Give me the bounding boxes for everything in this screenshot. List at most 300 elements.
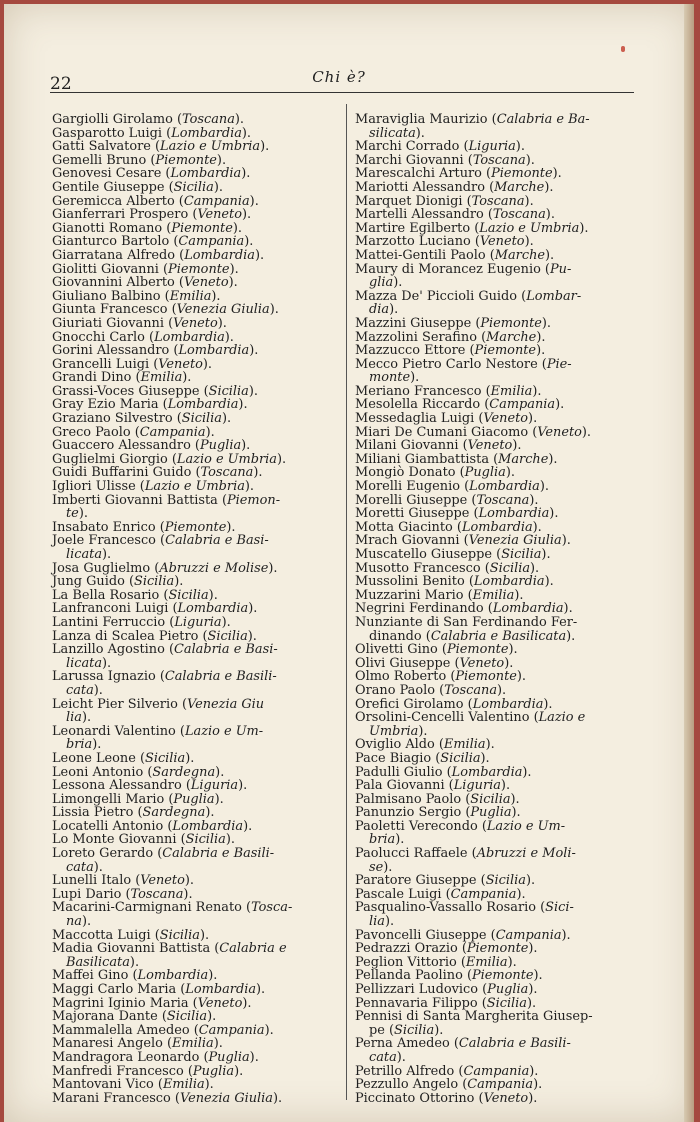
directory-entry: Padulli Giulio (Lombardia).	[355, 764, 532, 780]
entry-region: Lombardia	[478, 506, 550, 522]
entry-name: Pellizzari Ludovico	[355, 982, 479, 997]
directory-entry: Mazzucco Ettore (Piemonte).	[355, 343, 546, 359]
directory-entry: Mussolini Benito (Lombardia).	[355, 574, 554, 590]
entry-region-continued: licata	[66, 655, 103, 671]
directory-entry: Mazzolini Serafino (Marche).	[355, 329, 546, 345]
entry-name: Giarratana Alfredo	[52, 247, 176, 263]
entry-name: Perna Amedeo	[355, 1036, 450, 1052]
entry-region: Toscana	[492, 207, 546, 223]
entry-region: Sicilia	[181, 411, 222, 427]
entry-name: Gianturco Bartolo	[52, 234, 170, 250]
entry-region: Veneto	[483, 411, 529, 427]
entry-region: Emilia	[162, 1077, 205, 1093]
directory-entry: Marani Francesco (Venezia Giulia).	[52, 1090, 283, 1106]
entry-name: Padulli Giulio	[355, 764, 443, 780]
page-spine-edge	[684, 4, 694, 1122]
directory-entry: Milani Giovanni (Veneto).	[355, 438, 522, 454]
entry-region: Toscana	[472, 152, 526, 168]
entry-name: Lantini Ferruccio	[52, 614, 166, 630]
directory-entry: Mazzini Giuseppe (Piemonte).	[355, 315, 552, 331]
entry-region: Abruzzi e Moli-	[476, 846, 576, 862]
entry-region: Sicilia	[501, 547, 542, 562]
directory-entry: Muscatello Giuseppe (Sicilia).	[355, 547, 551, 562]
entry-region: Tosca-	[251, 900, 293, 916]
directory-entry: Miliani Giambattista (Marche).	[355, 451, 558, 467]
directory-entry: Mandragora Leonardo (Puglia).	[52, 1049, 259, 1065]
entry-continuation: bria).	[66, 737, 102, 753]
entry-name: Majorana Dante	[52, 1009, 158, 1025]
entry-region: Sicilia	[440, 750, 481, 766]
directory-entry: Lantini Ferruccio (Liguria).	[52, 614, 231, 630]
entry-region: Lombardia	[451, 764, 523, 780]
entry-name: Leoni Antonio	[52, 764, 144, 780]
entry-name: Pezzullo Angelo	[355, 1077, 459, 1093]
entry-name: Peglion Vittorio	[355, 954, 457, 970]
entry-region: Toscana	[444, 682, 498, 698]
directory-entry: Pasqualino-Vassallo Rosario (Sici- lia).	[355, 901, 643, 928]
entry-name: Musotto Francesco	[355, 560, 481, 576]
directory-entry: Paolucci Raffaele (Abruzzi e Moli- se).	[355, 847, 643, 874]
entry-region: Emilia	[169, 288, 212, 304]
entry-name: Marescalchi Arturo	[355, 166, 482, 182]
entry-continuation: monte).	[369, 370, 420, 386]
entry-name: Mazzini Giuseppe	[355, 315, 472, 331]
directory-entry: Gemelli Bruno (Piemonte).	[52, 152, 227, 168]
directory-entry: Guidi Buffarini Guido (Toscana).	[52, 465, 263, 481]
entry-region: Campania	[139, 424, 206, 440]
entry-name: Guglielmi Giorgio	[52, 451, 168, 467]
directory-entry: Muzzarini Mario (Emilia).	[355, 587, 524, 603]
directory-entry: Lessona Alessandro (Liguria).	[52, 778, 248, 794]
directory-entry: Lanzillo Agostino (Calabria e Basi- licata).	[52, 643, 340, 670]
directory-entry: Josa Guglielmo (Abruzzi e Molise).	[52, 560, 278, 576]
entry-region: Emilia	[490, 383, 533, 399]
entry-region: Lombardia	[137, 968, 209, 984]
entry-name: Mariotti Alessandro	[355, 179, 485, 195]
entry-region: Campania	[198, 1022, 265, 1038]
directory-entry: Pavoncelli Giuseppe (Campania).	[355, 927, 571, 943]
directory-entry: Martelli Alessandro (Toscana).	[355, 207, 555, 223]
entry-region: Piemonte	[171, 220, 233, 236]
directory-entry: Giovannini Alberto (Veneto).	[52, 275, 238, 291]
directory-entry: Maraviglia Maurizio (Calabria e Ba- silicata).	[355, 113, 643, 140]
entry-name: Marani Francesco	[52, 1090, 171, 1106]
book-page	[4, 4, 694, 1122]
entry-region: Veneto	[158, 356, 203, 372]
directory-entry: Moretti Giuseppe (Lombardia).	[355, 506, 559, 522]
entry-continuation: licata).	[66, 655, 112, 671]
entry-region: Lombardia	[185, 982, 257, 997]
directory-entry: Geremicca Alberto (Campania).	[52, 193, 259, 209]
entry-region: Piemonte	[466, 941, 529, 957]
entry-region: Sicilia	[185, 832, 226, 848]
entry-continuation: bria).	[369, 832, 405, 848]
directory-entry: Jung Guido (Sicilia).	[52, 574, 184, 590]
entry-region: Veneto	[173, 315, 218, 331]
entry-name: Marchi Corrado	[355, 139, 460, 155]
entry-region-continued: Umbria	[369, 723, 419, 739]
entry-name: Giunta Francesco	[52, 302, 168, 318]
entry-region: Veneto	[197, 207, 242, 223]
entry-name: Maraviglia Maurizio	[355, 112, 488, 127]
entry-name: Lessona Alessandro	[52, 778, 182, 794]
entry-region: Lazio e Umbria	[176, 451, 277, 467]
entry-region: Lazio e Umbria	[160, 139, 261, 155]
entry-name: Pala Giovanni	[355, 778, 445, 794]
entry-region: Marche	[498, 451, 549, 467]
entry-region: Calabria e Basili-	[162, 846, 275, 862]
directory-entry: Maffei Gino (Lombardia).	[52, 968, 218, 984]
directory-entry: Marchi Corrado (Liguria).	[355, 139, 525, 155]
entry-region: Toscana	[476, 492, 530, 508]
directory-entry: Gianturco Bartolo (Campania).	[52, 234, 254, 250]
directory-entry: Piccinato Ottorino (Veneto).	[355, 1090, 538, 1106]
page-number: 22	[50, 74, 72, 94]
entry-region: Puglia	[470, 805, 512, 821]
entry-region: Lombardia	[178, 343, 250, 359]
entry-name: Macarini-Carmignani Renato	[52, 900, 242, 916]
entry-name: Giuriati Giovanni	[52, 315, 164, 331]
entry-name: Jung Guido	[52, 574, 125, 590]
entry-name: Marquet Dionigi	[355, 193, 463, 209]
entry-continuation: lia).	[369, 914, 395, 930]
entry-region: Calabria e Basili-	[164, 669, 277, 685]
entry-region: Toscana	[130, 886, 184, 902]
entry-region: Toscana	[471, 193, 525, 209]
entry-name: Giolitti Giovanni	[52, 261, 159, 277]
directory-entry: Greco Paolo (Campania).	[52, 424, 215, 440]
entry-name: Olivetti Gino	[355, 642, 438, 658]
entry-name: Petrillo Alfredo	[355, 1063, 455, 1079]
entry-region: Sicilia	[486, 995, 527, 1011]
entry-name: Joele Francesco	[52, 533, 156, 549]
entry-region: Puglia	[208, 1049, 250, 1065]
entry-name: Gnocchi Carlo	[52, 329, 145, 345]
directory-entry: Maury di Morancez Eugenio (Pu- glia).	[355, 263, 643, 290]
directory-entry: Locatelli Antonio (Lombardia).	[52, 818, 253, 834]
entry-region: Lombardia	[472, 696, 544, 712]
entry-region: Lombardia	[473, 574, 545, 590]
entry-region: Piemonte	[491, 166, 553, 182]
entry-continuation: licata).	[66, 547, 112, 562]
entry-region: Pu-	[549, 261, 572, 277]
entry-name: Giovannini Alberto	[52, 275, 175, 291]
entry-region: Toscana	[182, 112, 235, 127]
entry-name: Mongiò Donato	[355, 465, 456, 481]
directory-entry: Meriano Francesco (Emilia).	[355, 383, 542, 399]
entry-region: Campania	[178, 234, 245, 250]
entry-name: Limongelli Mario	[52, 791, 165, 807]
entry-region: Sicilia	[470, 791, 511, 807]
directory-entry: Orsolini-Cencelli Valentino (Lazio e Umbria).	[355, 711, 643, 738]
entry-region: Emilia	[472, 587, 515, 603]
entry-name: Mussolini Benito	[355, 574, 465, 590]
entry-continuation: se).	[369, 859, 393, 875]
directory-entry: Motta Giacinto (Lombardia).	[355, 519, 542, 535]
entry-name: Olmo Roberto	[355, 669, 447, 685]
entry-name: Orefici Girolamo	[355, 696, 464, 712]
entry-region-continued: silicata	[369, 125, 416, 141]
entry-region: Sardegna	[142, 805, 206, 821]
entry-name: Mammalella Amedeo	[52, 1022, 190, 1038]
directory-entry: Majorana Dante (Sicilia).	[52, 1009, 217, 1025]
entry-name: Paolucci Raffaele	[355, 846, 468, 862]
entry-name: Mandragora Leonardo	[52, 1049, 200, 1065]
entry-region: Pie-	[546, 356, 572, 372]
entry-name: Palmisano Paolo	[355, 791, 462, 807]
entry-name: Marchi Giovanni	[355, 152, 464, 168]
entry-name: Igliori Ulisse	[52, 479, 136, 495]
entry-region: Liguria	[453, 778, 501, 794]
directory-entry: Maccotta Luigi (Sicilia).	[52, 927, 210, 943]
entry-region-continued: Basilicata	[66, 954, 130, 970]
directory-entry	[355, 616, 643, 643]
entry-region: Sicilia	[208, 383, 249, 399]
entry-region: Piemonte	[164, 519, 227, 535]
entry-name: Mantovani Vico	[52, 1077, 154, 1093]
entry-region: Campania	[489, 397, 556, 413]
entry-region-continued: cata	[369, 1049, 397, 1065]
entry-name: Guidi Buffarini Guido	[52, 465, 192, 481]
directory-entry: Mammalella Amedeo (Campania).	[52, 1022, 274, 1038]
directory-entry: Genovesi Cesare (Lombardia).	[52, 166, 251, 182]
entry-region: Lazio e Um-	[184, 723, 264, 739]
entry-name: Gargiolli Girolamo	[52, 112, 173, 127]
right-column	[355, 113, 643, 1105]
directory-entry: Pedrazzi Orazio (Piemonte).	[355, 941, 538, 957]
entry-name: Morelli Giuseppe	[355, 492, 468, 508]
entry-name: Pavoncelli Giuseppe	[355, 927, 487, 943]
entry-region: Lombardia	[492, 601, 564, 617]
directory-entry: Limongelli Mario (Puglia).	[52, 791, 224, 807]
entry-name: Mazzolini Serafino	[355, 329, 477, 345]
entry-continuation: dia).	[369, 302, 399, 318]
entry-region: Lombardia	[469, 479, 540, 495]
entry-name: Manfredi Francesco	[52, 1063, 184, 1079]
entry-region: Veneto	[483, 1090, 529, 1106]
entry-name: Gasparotto Luigi	[52, 125, 163, 141]
directory-entry: Orano Paolo (Toscana).	[355, 682, 507, 698]
directory-entry: Gentile Giuseppe (Sicilia).	[52, 179, 223, 195]
entry-name: Mesolella Riccardo	[355, 397, 481, 413]
entry-region-continued: lia	[369, 914, 385, 930]
entry-name: Locatelli Antonio	[52, 818, 164, 834]
directory-entry: Larussa Ignazio (Calabria e Basili- cata).	[52, 670, 340, 697]
entry-name: Lupi Dario	[52, 886, 122, 902]
entry-region: Campania	[495, 927, 562, 943]
entry-name: Gianferrari Prospero	[52, 207, 189, 223]
entry-region: Venezia Giu	[186, 696, 265, 712]
entry-name: Geremicca Alberto	[52, 193, 175, 209]
entry-name: Leonardi Valentino	[52, 723, 176, 739]
directory-entry: Pala Giovanni (Liguria).	[355, 778, 511, 794]
entry-name: Pascale Luigi	[355, 886, 442, 902]
entry-name: Lanza di Scalea Pietro	[52, 628, 199, 644]
directory-entry: Palmisano Paolo (Sicilia).	[355, 791, 520, 807]
entry-name: Pennavaria Filippo	[355, 995, 478, 1011]
directory-entry: Grassi-Voces Giuseppe (Sicilia).	[52, 383, 258, 399]
entry-name: Marzotto Luciano	[355, 234, 471, 250]
entry-region-continued: bria	[66, 737, 93, 753]
entry-region: Emilia	[140, 370, 183, 386]
entry-name: Olivi Giuseppe	[355, 655, 451, 671]
directory-entry: Mantovani Vico (Emilia).	[52, 1077, 214, 1093]
entry-name: Nunziante di San Ferdinando Fer-	[355, 614, 578, 630]
entry-name: Lanzillo Agostino	[52, 642, 165, 658]
entry-region-continued: te	[66, 506, 79, 522]
entry-region: Marche	[486, 329, 537, 345]
entry-name: Leicht Pier Silverio	[52, 696, 178, 712]
directory-entry: Lupi Dario (Toscana).	[52, 886, 193, 902]
entry-name: Insabato Enrico	[52, 519, 156, 535]
entry-name: Orsolini-Cencelli Valentino	[355, 710, 530, 726]
directory-entry: Grancelli Luigi (Veneto).	[52, 356, 213, 372]
entry-region: Piemonte	[471, 968, 534, 984]
entry-region: Sicilia	[489, 560, 531, 576]
entry-region: Sicilia	[145, 750, 186, 766]
directory-entry: Marzotto Luciano (Veneto).	[355, 234, 534, 250]
entry-name: Graziano Silvestro	[52, 411, 173, 427]
entry-name: Grancelli Luigi	[52, 356, 150, 372]
entry-name: Lo Monte Giovanni	[52, 832, 177, 848]
directory-entry: Martire Egilberto (Lazio e Umbria).	[355, 220, 589, 236]
entry-name: Messedaglia Luigi	[355, 411, 475, 427]
entry-continuation: dinando (Calabria e Basilicata).	[369, 628, 576, 644]
entry-continuation: Basilicata).	[66, 954, 140, 970]
directory-entry: Giuliano Balbino (Emilia).	[52, 288, 221, 304]
entry-name: Panunzio Sergio	[355, 805, 462, 821]
entry-region: Calabria e Ba-	[496, 112, 590, 127]
entry-region-continued: cata	[66, 859, 94, 875]
entry-region: Venezia Giulia	[176, 302, 270, 318]
entry-region: Liguria	[190, 778, 239, 794]
entry-region: Sicilia	[159, 927, 200, 943]
entry-name: Lissia Pietro	[52, 805, 134, 821]
entry-region: Emilia	[443, 737, 486, 753]
entry-region: Veneto	[183, 275, 229, 291]
entry-name: Pennisi di Santa Margherita Giusep-	[355, 1009, 593, 1025]
entry-region-continued: lia	[66, 710, 82, 726]
entry-name: Genovesi Cesare	[52, 166, 162, 182]
directory-entry: Mrach Giovanni (Venezia Giulia).	[355, 533, 571, 549]
directory-entry: Giuriati Giovanni (Veneto).	[52, 315, 227, 331]
entry-region-continued: licata	[66, 547, 103, 562]
entry-name: Magrini Iginio Maria	[52, 995, 189, 1011]
directory-entry: Graziano Silvestro (Sicilia).	[52, 411, 232, 427]
entry-region: Sicilia	[134, 574, 175, 590]
entry-region: Sicilia	[166, 1009, 208, 1025]
entry-continuation: lia).	[66, 710, 92, 726]
entry-name: Motta Giacinto	[355, 519, 453, 535]
entry-region: Piemonte	[455, 669, 517, 685]
entry-region: Sicilia	[485, 873, 526, 889]
directory-entry: Olivi Giuseppe (Veneto).	[355, 655, 514, 671]
entry-name: Muzzarini Mario	[355, 587, 464, 603]
directory-entry: Gianotti Romano (Piemonte).	[52, 220, 242, 236]
entry-region: Sardegna	[152, 764, 216, 780]
directory-entry: Marchi Giovanni (Toscana).	[355, 152, 535, 168]
entry-region: Liguria	[468, 139, 516, 155]
entry-name: Gentile Giuseppe	[52, 179, 165, 195]
entry-name: Lunelli Italo	[52, 873, 132, 889]
entry-name: La Bella Rosario	[52, 587, 160, 603]
directory-entry: Leone Leone (Sicilia).	[52, 750, 195, 766]
entry-region: Lombardia	[167, 397, 239, 413]
directory-entry: Guglielmi Giorgio (Lazio e Umbria).	[52, 451, 287, 467]
ink-mark	[621, 46, 625, 52]
entry-name: Martelli Alessandro	[355, 207, 484, 223]
entry-continuation: silicata).	[369, 125, 425, 141]
directory-entry: Pace Biagio (Sicilia).	[355, 750, 490, 766]
directory-entry: Pellizzari Ludovico (Puglia).	[355, 982, 538, 997]
entry-region: Abruzzi e Molise	[159, 560, 269, 576]
entry-name: Pellanda Paolino	[355, 968, 463, 984]
entry-name: Maggi Carlo Maria	[52, 982, 177, 997]
entry-name: Maury di Morancez Eugenio	[355, 261, 541, 277]
entry-region: Venezia Giulia	[468, 533, 562, 549]
entry-name: Pedrazzi Orazio	[355, 941, 458, 957]
entry-name: Larussa Ignazio	[52, 669, 156, 685]
entry-continuation: cata).	[369, 1049, 406, 1065]
directory-entry: Lunelli Italo (Veneto).	[52, 873, 195, 889]
entry-region-continued: monte	[369, 370, 411, 386]
entry-region: Emilia	[465, 954, 508, 970]
directory-entry: Gasparotto Luigi (Lombardia).	[52, 125, 252, 141]
directory-entry: Panunzio Sergio (Puglia).	[355, 805, 521, 821]
directory-entry: Leoni Antonio (Sardegna).	[52, 764, 225, 780]
entry-name: Orano Paolo	[355, 682, 435, 698]
entry-region: Piemonte	[168, 261, 230, 277]
entry-region-continued: bria	[369, 832, 396, 848]
entry-name: Paoletti Verecondo	[355, 818, 478, 834]
directory-entry: Grandi Dino (Emilia).	[52, 370, 192, 386]
entry-name: Martire Egilberto	[355, 220, 471, 236]
entry-name: Gatti Salvatore	[52, 139, 151, 155]
directory-entry: Maggi Carlo Maria (Lombardia).	[52, 982, 266, 997]
entry-name: Gorini Alessandro	[52, 343, 170, 359]
entry-continuation: cata).	[66, 859, 103, 875]
entry-name: Mattei-Gentili Paolo	[355, 247, 486, 263]
entry-region: Lombardia	[461, 519, 533, 535]
entry-region: Lombardia	[170, 166, 242, 182]
entry-name: Loreto Gerardo	[52, 846, 154, 862]
directory-entry: Olmo Roberto (Piemonte).	[355, 669, 527, 685]
entry-name: Oviglio Aldo	[355, 737, 435, 753]
entry-name: Gianotti Romano	[52, 220, 163, 236]
entry-region: Piemon-	[227, 492, 281, 508]
entry-region: Calabria e Basilicata	[430, 628, 567, 644]
entry-name: Miari De Cumani Giacomo	[355, 424, 529, 440]
entry-continuation: pe (Sicilia).	[369, 1022, 444, 1038]
entry-name: Manaresi Angelo	[52, 1036, 163, 1052]
entry-name: Guaccero Alessandro	[52, 438, 191, 454]
entry-region-continued: cata	[66, 682, 94, 698]
directory-entry: Olivetti Gino (Piemonte).	[355, 642, 518, 658]
entry-region: Calabria e Basi-	[165, 533, 269, 549]
directory-entry: Lanfranconi Luigi (Lombardia).	[52, 601, 258, 617]
entry-region-continued: glia	[369, 275, 394, 291]
entry-name: Gray Ezio Maria	[52, 397, 159, 413]
directory-entry: Mongiò Donato (Puglia).	[355, 465, 515, 481]
directory-entry: Gorini Alessandro (Lombardia).	[52, 343, 259, 359]
entry-name: Mrach Giovanni	[355, 533, 460, 549]
entry-name: Mecco Pietro Carlo Nestore	[355, 356, 538, 372]
entry-name: Muscatello Giuseppe	[355, 547, 493, 562]
entry-region: Veneto	[459, 655, 505, 671]
entry-region: Puglia	[487, 982, 529, 997]
entry-name: Pasqualino-Vassallo Rosario	[355, 900, 537, 916]
directory-entry: Pezzullo Angelo (Campania).	[355, 1077, 543, 1093]
